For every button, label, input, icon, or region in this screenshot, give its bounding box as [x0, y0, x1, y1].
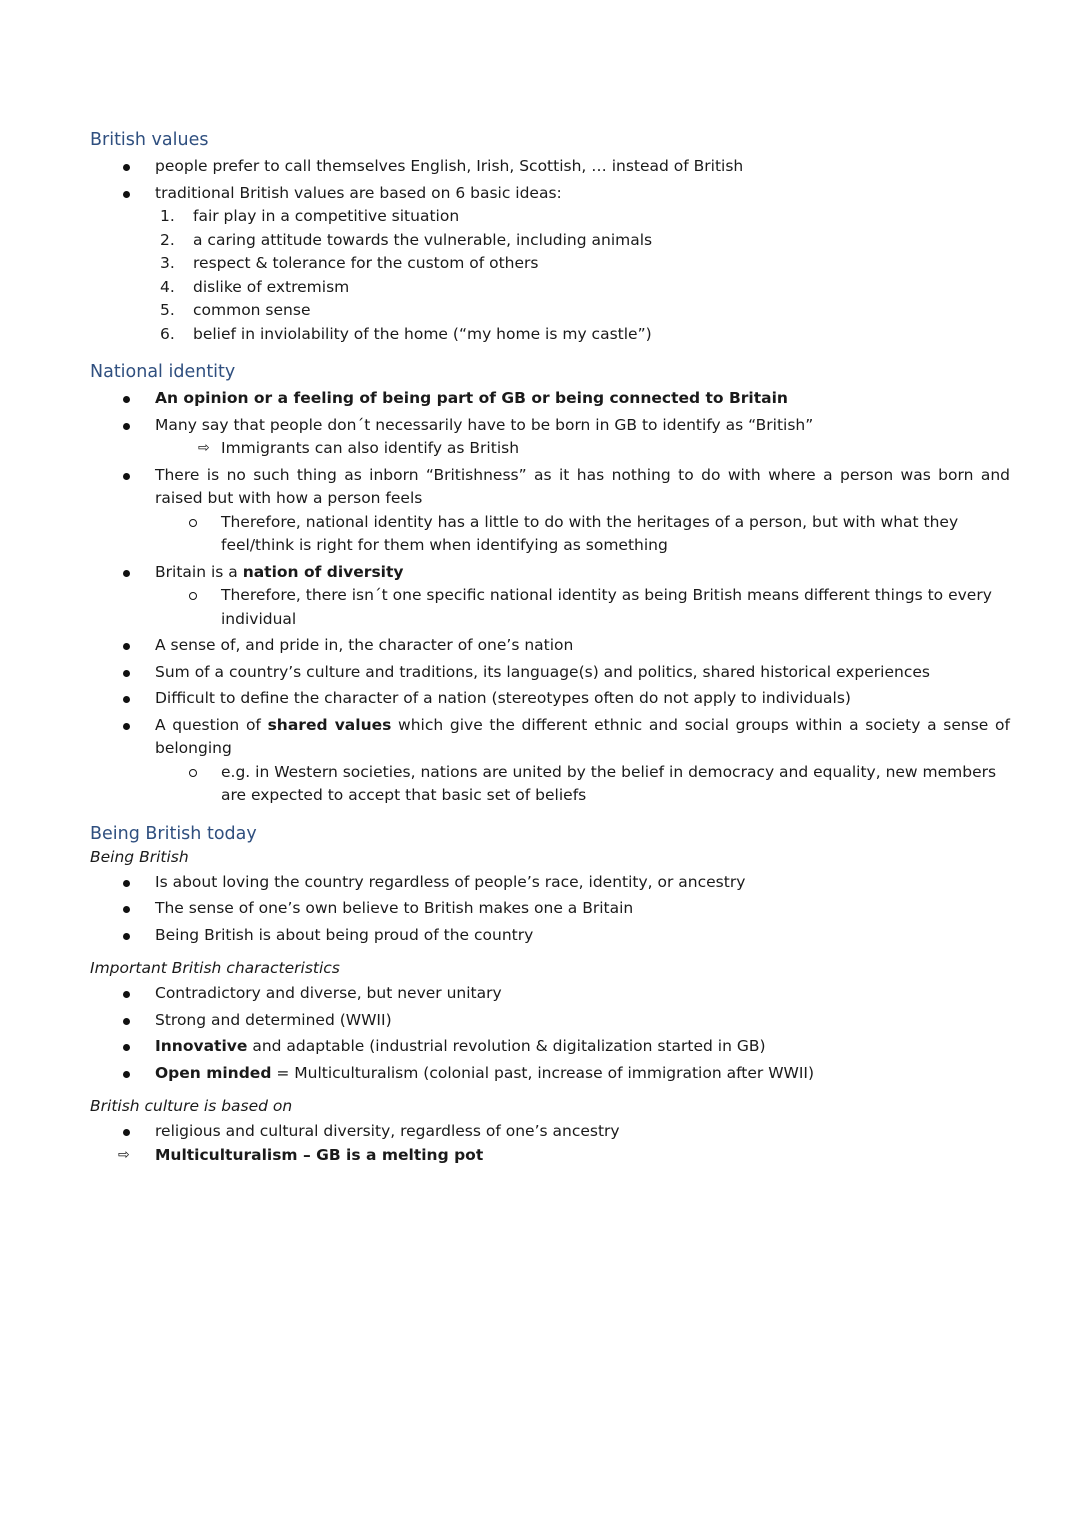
list-item: Strong and determined (WWII) [90, 1009, 1010, 1033]
numbered-item: 6. belief in inviolability of the home (“my home is my castle”) [160, 324, 652, 343]
subheading-being-british: Being British [90, 847, 189, 866]
subheading-culture: British culture is based on [90, 1097, 293, 1115]
list-item: There is no such thing as inborn “Britishness” as it has nothing to do with where a person was born and raised but with how a person feels [90, 464, 1010, 511]
bullet-icon [123, 396, 130, 403]
list-item: The sense of one’s own believe to British makes one a Britain [90, 897, 1010, 921]
circle-bullet-icon [189, 769, 197, 777]
sub-list-item: e.g. in Western societies, nations are united by the belief in democracy and equality, new members are expected to accept that basic set of beliefs [90, 761, 1010, 808]
list-item: A sense of, and pride in, the character of one’s nation [90, 634, 1010, 658]
list-item: traditional British values are based on 6 basic ideas: [90, 182, 1010, 206]
numbered-item: 2. a caring attitude towards the vulnerable, including animals [160, 230, 653, 249]
bullet-icon [123, 670, 130, 677]
bullet-icon [123, 643, 130, 650]
arrow-right-icon: ⇨ [198, 440, 210, 456]
circle-bullet-icon [189, 592, 197, 600]
numbered-item: 1. fair play in a competitive situation [160, 207, 460, 225]
numbered-item: 3. respect & tolerance for the custom of others [160, 254, 539, 272]
list-item: Contradictory and diverse, but never unitary [90, 982, 1010, 1006]
heading-national-identity: National identity [90, 362, 236, 382]
heading-british-values: British values [90, 130, 209, 150]
sub-list-item: Therefore, there isn´t one specific national identity as being British means different things to every individual [90, 584, 1010, 631]
list-item: Difficult to define the character of a nation (stereotypes often do not apply to individuals) [90, 687, 1010, 711]
list-item: Open minded = Multiculturalism (colonial past, increase of immigration after WWII) [90, 1062, 1010, 1086]
bullet-icon [123, 473, 130, 480]
list-item: Britain is a nation of diversity [90, 561, 1010, 585]
bullet-icon [123, 570, 130, 577]
numbered-item: 5. common sense [160, 301, 311, 319]
list-item: An opinion or a feeling of being part of GB or being connected to Britain [90, 387, 1010, 411]
arrow-item: ⇨ Immigrants can also identify as British [90, 437, 1010, 461]
bullet-icon [123, 933, 130, 940]
bullet-icon [123, 906, 130, 913]
bullet-icon [123, 991, 130, 998]
document-page [90, 128, 1010, 1167]
list-item: Sum of a country’s culture and traditions, its language(s) and politics, shared historical experiences [90, 661, 1010, 685]
numbered-item: 4. dislike of extremism [160, 277, 350, 296]
list-item: Innovative and adaptable (industrial revolution & digitalization started in GB) [90, 1035, 1010, 1059]
subheading-characteristics: Important British characteristics [90, 959, 340, 977]
bullet-icon [123, 723, 130, 730]
bullet-icon [123, 696, 130, 703]
arrow-right-icon: ⇨ [118, 1146, 130, 1163]
bullet-icon [123, 1071, 130, 1078]
bullet-icon [123, 191, 130, 198]
bullet-icon [123, 1018, 130, 1025]
list-item: Many say that people don´t necessarily have to be born in GB to identify as “British” [90, 414, 1010, 438]
heading-being-british-today: Being British today [90, 823, 257, 844]
bullet-icon [123, 880, 130, 887]
list-item: people prefer to call themselves English, Irish, Scottish, … instead of British [90, 155, 1010, 179]
list-item: A question of shared values which give the different ethnic and social groups within a society a sense of belonging [90, 714, 1010, 761]
bullet-icon [123, 1044, 130, 1051]
list-item: religious and cultural diversity, regardless of one’s ancestry [90, 1120, 1010, 1144]
circle-bullet-icon [189, 519, 197, 527]
bullet-icon [123, 423, 130, 430]
bullet-icon [123, 164, 130, 171]
list-item: Being British is about being proud of the country [90, 924, 1010, 948]
bullet-icon [123, 1129, 130, 1136]
sub-list-item: Therefore, national identity has a little to do with the heritages of a person, but with what they feel/think is right for them when identifying as something [90, 511, 1010, 558]
arrow-item: ⇨ Multiculturalism – GB is a melting pot [90, 1144, 1010, 1168]
list-item: Is about loving the country regardless of people’s race, identity, or ancestry [90, 871, 1010, 895]
